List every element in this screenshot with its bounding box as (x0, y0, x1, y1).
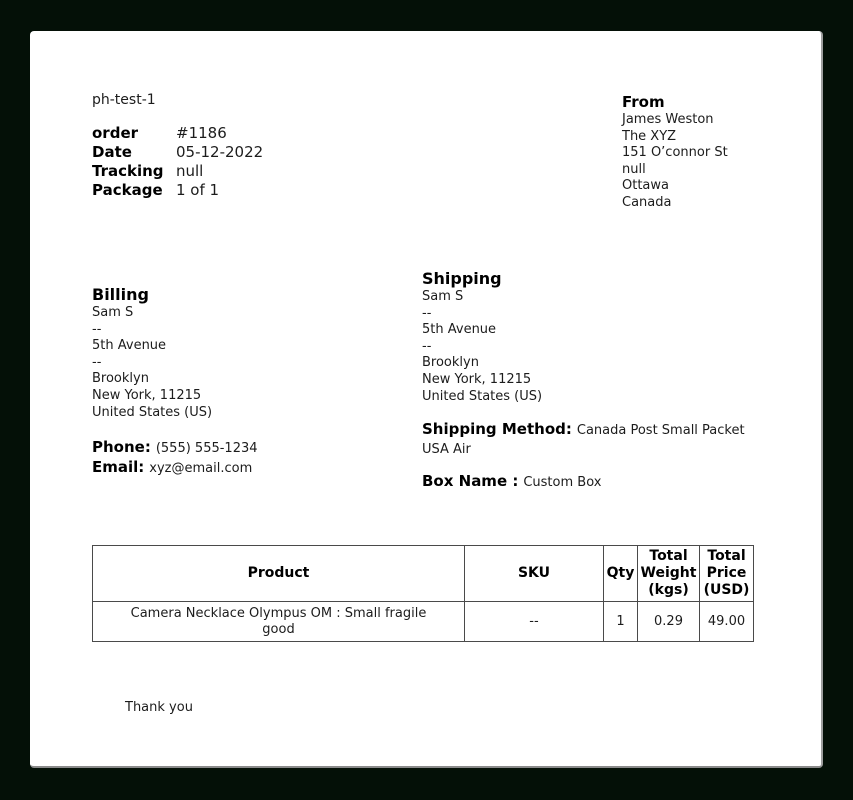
billing-line: Sam S (92, 305, 134, 320)
shipping-line: Brooklyn (422, 355, 479, 371)
from-line: Canada (622, 194, 672, 210)
date-value: 05-12-2022 (176, 143, 264, 161)
billing-title: Billing (92, 285, 149, 304)
date-label: Date (92, 143, 132, 161)
meta-row-date (92, 143, 263, 162)
from-title: From (622, 93, 665, 111)
document-reference: ph-test-1 (92, 92, 156, 108)
box-name-label: Box Name : (422, 472, 519, 491)
phone-value: (555) 555-1234 (155, 441, 258, 457)
from-line: The XYZ (622, 128, 677, 144)
shipping-method-label: Shipping Method: (422, 420, 572, 439)
tracking-value: null (176, 162, 204, 180)
billing-line: -- (92, 354, 102, 370)
shipping-title: Shipping (422, 269, 502, 288)
billing-line: -- (92, 321, 102, 337)
billing-phone (92, 438, 392, 458)
package-label: Package (92, 181, 163, 199)
col-header-product: Product (93, 546, 465, 602)
billing-line: 5th Avenue (92, 338, 167, 354)
phone-label: Phone: (92, 438, 151, 457)
email-label: Email: (92, 458, 145, 477)
shipping-line: Sam S (422, 289, 464, 304)
cell-product: Camera Necklace Olympus OM : Small fragile good (93, 602, 465, 642)
col-header-sku: SKU (465, 546, 604, 602)
billing-line: New York, 11215 (92, 387, 202, 403)
billing-line: Brooklyn (92, 371, 149, 387)
meta-row-tracking (92, 162, 263, 181)
cell-total-price: 49.00 (700, 602, 754, 642)
from-line: null (622, 161, 646, 177)
cell-sku: -- (465, 602, 604, 642)
from-line: James Weston (622, 112, 714, 127)
shipping-line: United States (US) (422, 388, 543, 404)
col-header-total-weight: Total Weight (kgs) (638, 546, 700, 602)
shipping-method-value: Canada Post Small Packet USA Air (422, 423, 745, 458)
billing-email (92, 458, 392, 478)
from-section (622, 93, 802, 212)
meta-row-package (92, 181, 263, 200)
shipping-line: -- (422, 338, 432, 354)
email-value: xyz@email.com (149, 461, 253, 477)
col-header-total-price: Total Price (USD) (700, 546, 754, 602)
cell-total-weight: 0.29 (638, 602, 700, 642)
billing-line: United States (US) (92, 404, 213, 420)
shipping-line: New York, 11215 (422, 371, 532, 387)
shipping-section (422, 269, 753, 492)
from-line: Ottawa (622, 178, 669, 194)
document-page (30, 31, 823, 768)
order-value: #1186 (176, 124, 227, 142)
table-header-row (93, 546, 754, 602)
shipping-line: -- (422, 305, 432, 321)
box-name (422, 472, 753, 492)
cell-qty: 1 (604, 602, 638, 642)
items-table (92, 545, 754, 642)
box-name-value: Custom Box (523, 475, 602, 491)
tracking-label: Tracking (92, 162, 164, 180)
order-label: order (92, 124, 139, 142)
order-meta (92, 124, 263, 200)
col-header-qty: Qty (604, 546, 638, 602)
shipping-line: 5th Avenue (422, 322, 497, 338)
billing-section (92, 285, 392, 478)
table-row (93, 602, 754, 642)
from-line: 151 O’connor St (622, 145, 728, 161)
items-table-container (92, 545, 754, 642)
package-value: 1 of 1 (176, 181, 220, 199)
shipping-method (422, 420, 753, 459)
meta-row-order (92, 124, 263, 143)
thank-you-note: Thank you (125, 700, 193, 715)
